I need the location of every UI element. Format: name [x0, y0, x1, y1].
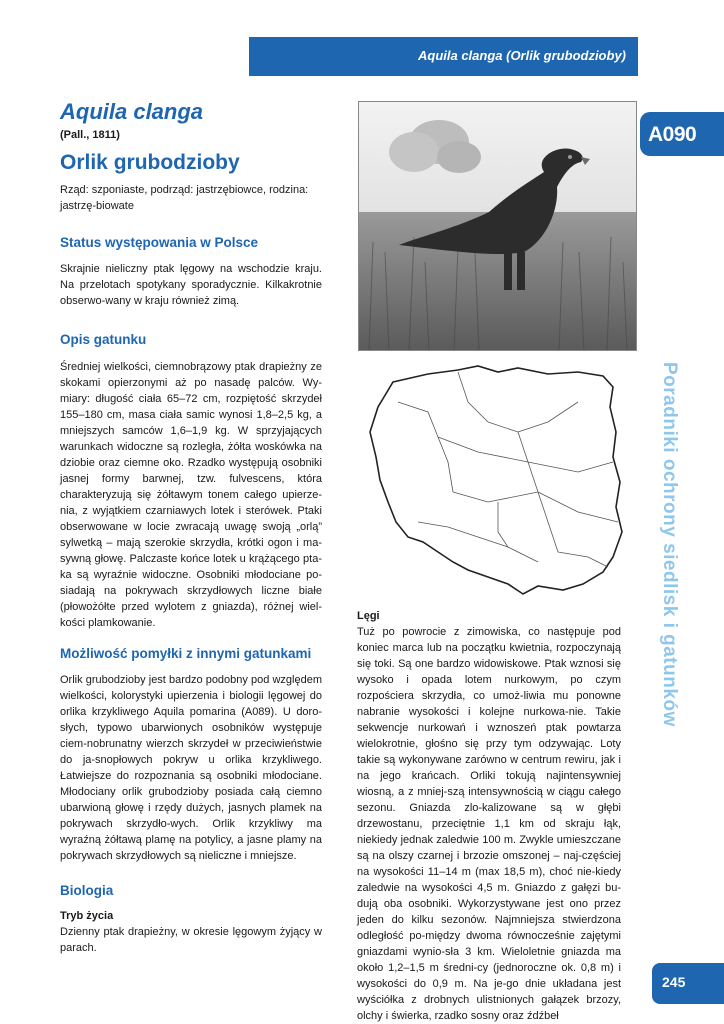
opis-text: Średniej wielkości, ciemnobrązowy ptak drapieżny ze skokami opierzonymi aż po nasadę palców. Wy-miary: długość ciała 65–72 cm, rozpiętość skrzydeł 155–180 cm, masa ciała samic wynosi 1,8–2,5 kg, a mniejszych samców 1,6–1,9 kg. W sprzyjających warunkach widoczne są rozległa, żółta woskówka na dziobie oraz ciemne oko. Rzadko występują osobniki jasnej formy barwnej, tzw. fulvescens, która charakteryzują się żółtawym tonem całego upierze-nia, z wyjątkiem czarniawych lotek i sterówek. Ptaki obserwowane w locie zwracają uwagę swoją „orlą” sylwetką – mają szerokie skrzydła, krótki ogon i ma-sywną głowę. Palczaste końce lotek u krążącego pta-ka są wyraźnie widoczne. Osobniki młodociane po-siadają na pokrywach skrzydłowych liczne białe (płowożółte przed wylotem z gniazda), różnej wiel-kości plamkowanie. — [60, 361, 322, 629]
pomylki-text: Orlik grubodzioby jest bardzo podobny pod względem wielkości, kolorystyki upierzenia i biologii lęgowej do orlika krzykliwego Aquila pomarina (A089). U doro-słych, typowo ubarwionych osobników występuje ciem-nobrunatny wierzch skrzydeł w przeciwieństwie do ja-snopłowych pokryw u orlika krzykliwego. Łatwiejsze do rozpoznania są osobniki młodociane. Młodociany orlik grubodzioby posiada całą ciemno ubarwioną głowę i rzędy dużych, jasnych plamek na pokrywach skrzydło-wych. Orlik krzykliwy ma wyraźną żółtawą plamę na potylicy, a jasne plamy na pokrywach skrzydłowych są nieliczne i mniejsze. — [60, 674, 322, 862]
header-bar — [249, 37, 638, 76]
poland-map — [358, 362, 636, 606]
header-title: Aquila clanga (Orlik grubodzioby) — [417, 48, 626, 63]
side-title-strip — [658, 362, 688, 782]
polish-name: Orlik grubodzioby — [60, 151, 240, 174]
status-heading: Status występowania w Polsce — [60, 235, 259, 250]
left-column — [60, 98, 322, 956]
biologia-heading: Biologia — [60, 883, 114, 898]
eagle-illustration — [359, 102, 637, 351]
tryb-text: Dzienny ptak drapieżny, w okresie lęgowym żyjący w parach. — [60, 926, 322, 954]
distribution-map — [358, 362, 636, 606]
species-author: (Pall., 1811) — [60, 129, 120, 141]
page-number: 245 — [662, 974, 686, 990]
opis-heading: Opis gatunku — [60, 332, 147, 347]
tryb-heading: Tryb życia — [60, 910, 114, 922]
right-column — [357, 608, 621, 1024]
eagle-photo — [358, 101, 637, 351]
scientific-name: Aquila clanga — [60, 99, 204, 124]
species-code-tab — [640, 112, 724, 156]
pomylki-heading: Możliwość pomyłki z innymi gatunkami — [60, 646, 312, 661]
page-number-tab — [652, 963, 724, 1004]
legi-text: Tuż po powrocie z zimowiska, co następuje pod koniec marca lub na początku kwietnia, rozpoczynają się toki. Są one bardzo widowiskowe. Ptak wznosi się wysoko i opada lotem nurkowym, po czym rozpościera skrzydła, co umoż-liwia mu ponowne nabranie wysokości i kolejne nurkowa-nie. Takie sekwencje nurkowań i wznoszeń ptak powtarza wielokrotnie, głośno się przy tym odzywając. Loty takie są wykonywane zarówno w centrum rewiru, jak i na jego krańcach. Orliki tokują najintensywniej wiosną, a z mniej-szą intensywnością w ciągu całego sezonu. Gniazda zlo-kalizowane są w głębi drzewostanu, przeciętnie 1,1 km od skraju łąk, niekiedy jednak zaledwie 100 m. Zwykle umieszczane są na olszy czarnej i brzozie omszonej – naj-częściej na wysokości 11–14 m (max 18,5 m), choć nie-kiedy zaledwie na wysokości 4,5 m. Gniazdo z gałęzi bu-dują oba osobniki. Wykorzystywane jest ono przez jeden do kilku sezonów. Najmniejsza stwierdzona odległość po-między dwoma równocześnie zajętymi gniazdami wynio-sła 3 km. Wieloletnie gniazda ma około 1,2–1,5 m średni-cy (jednoroczne ok. 0,8 m) i wysokości do 0,9 m. Na je-go dnie układana jest wyściółka z drobnych ulistnionych gałązek brzozy, olchy i świerka, rzadko sosny oraz źdźbeł — [357, 626, 621, 1022]
status-text: Skrajnie nieliczny ptak lęgowy na wschodzie kraju. Na przelotach spotykany sporadycznie. Kilkakrotnie obserwo-wany w kraju również zimą. — [60, 263, 322, 307]
legi-heading: Lęgi — [357, 610, 380, 622]
species-code: A090 — [648, 123, 697, 146]
side-title: Poradniki ochrony siedlisk i gatunków — [659, 362, 680, 727]
taxonomy: Rząd: szponiaste, podrząd: jastrzębiowce, rodzina: jastrzę-biowate — [60, 184, 309, 212]
